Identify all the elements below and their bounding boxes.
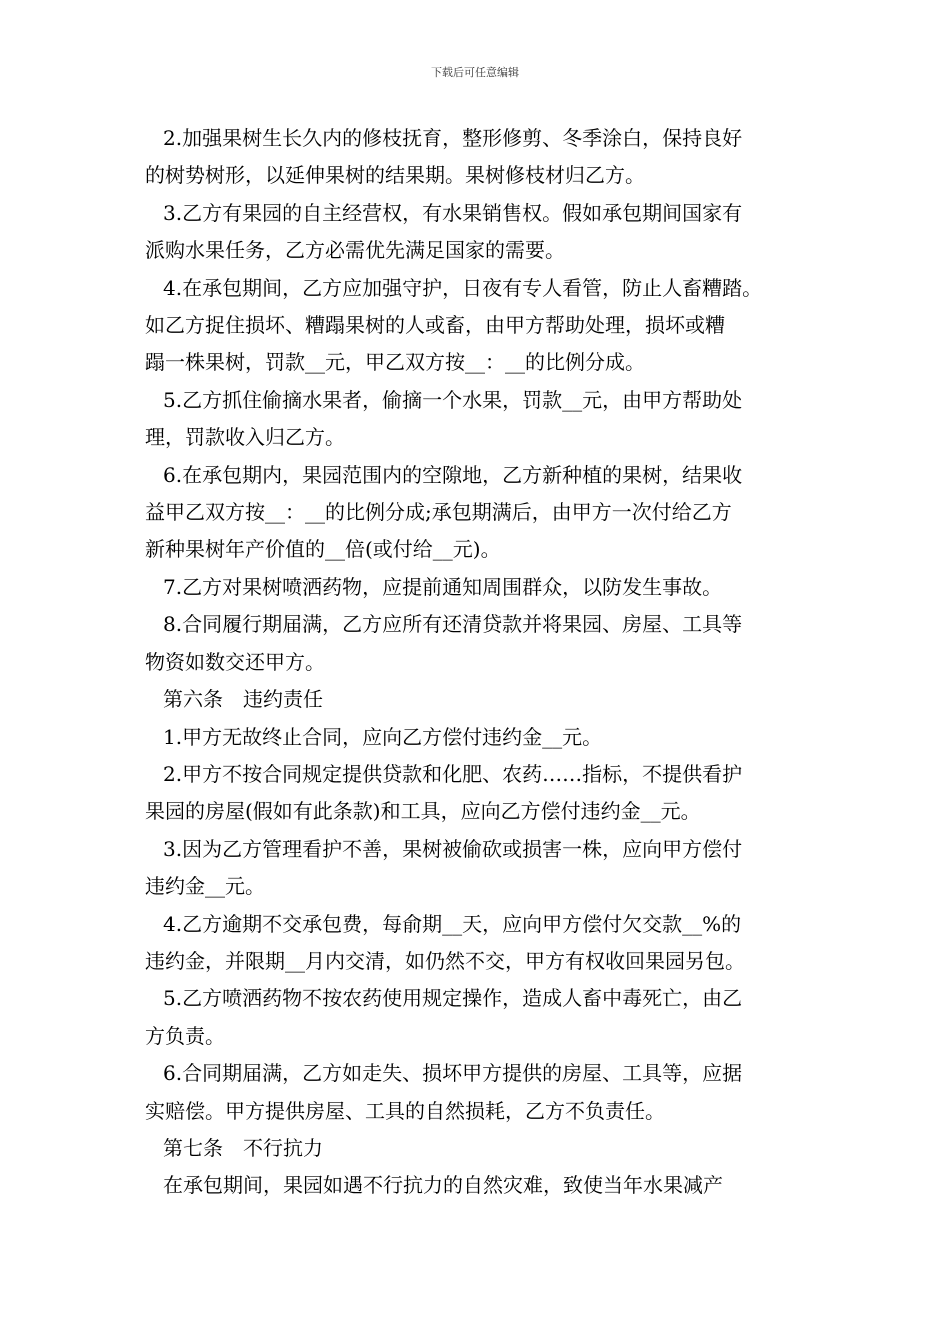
paragraph [145,1130,815,1167]
paragraph-line: 2.加强果树生长久内的修枝抚育，整形修剪、冬季涂白，保持良好 [163,126,743,150]
paragraph [145,195,815,270]
paragraph [145,382,815,457]
paragraph-line: 1.甲方无故终止合同，应向乙方偿付违约金__元。 [163,724,603,749]
paragraph-line: 6.合同期届满，乙方如走失、损坏甲方提供的房屋、工具等，应据 [163,1061,743,1086]
paragraph-line: 新种果树年产价值的__倍(或付给__元)。 [145,537,501,562]
paragraph [145,569,815,606]
paragraph-line: 8.合同履行期届满，乙方应所有还清贷款并将果园、房屋、工具等 [163,612,743,637]
paragraph [145,980,815,1055]
paragraph [145,270,815,382]
paragraph-line: 5.乙方抓住偷摘水果者，偷摘一个水果，罚款__元，由甲方帮助处 [163,387,743,412]
paragraph-line: 如乙方捉住损坏、糟蹋果树的人或畜，由甲方帮助处理，损坏或糟 [145,313,725,338]
paragraph [145,1167,815,1204]
paragraph-line: 蹋一株果树，罚款__元，甲乙双方按__：__的比例分成。 [145,350,645,375]
paragraph-line: 在承包期间，果园如遇不行抗力的自然灾难，致使当年水果减产 [163,1173,723,1198]
paragraph-line: 的树势树形，以延伸果树的结果期。果树修枝材归乙方。 [145,163,645,188]
paragraph-line: 6.在承包期内，果园范围内的空隙地，乙方新种植的果树，结果收 [163,462,743,487]
paragraph-line: 第七条 不行抗力 [163,1135,323,1160]
paragraph-line: 理，罚款收入归乙方。 [145,425,345,450]
paragraph-line: 派购水果任务，乙方必需优先满足国家的需要。 [145,238,565,263]
paragraph [145,457,815,569]
paragraph-line: 方负责。 [145,1023,225,1048]
paragraph [145,906,815,981]
paragraph [145,681,815,718]
paragraph-line: 4.乙方逾期不交承包费，每俞期__天，应向甲方偿付欠交款__%的 [163,911,742,936]
paragraph-line: 违约金__元。 [145,874,265,899]
paragraph [145,719,815,756]
document-body [145,120,815,1205]
paragraph [145,606,815,681]
paragraph [145,1055,815,1130]
paragraph-line: 第六条 违约责任 [163,687,323,712]
paragraph-line: 7.乙方对果树喷洒药物，应提前通知周围群众，以防发生事故。 [163,574,723,599]
paragraph-line: 2.甲方不按合同规定提供贷款和化肥、农药……指标，不提供看护 [163,761,743,786]
paragraph-line: 果园的房屋(假如有此条款)和工具，应向乙方偿付违约金__元。 [145,799,701,824]
paragraph-line: 3.乙方有果园的自主经营权，有水果销售权。假如承包期间国家有 [163,200,743,225]
paragraph [145,120,815,195]
paragraph-line: 4.在承包期间，乙方应加强守护，日夜有专人看管，防止人畜糟踏。 [163,275,763,300]
paragraph-line: 违约金，并限期__月内交清，如仍然不交，甲方有权收回果园另包。 [145,948,745,973]
paragraph [145,756,815,831]
paragraph-line: 3.因为乙方管理看护不善，果树被偷砍或损害一株，应向甲方偿付 [163,836,743,861]
paragraph-line: 物资如数交还甲方。 [145,649,325,674]
paragraph-line: 益甲乙双方按__：__的比例分成;承包期满后，由甲方一次付给乙方 [145,500,732,525]
page-header: 下载后可任意编辑 [431,66,519,79]
paragraph-line: 实赔偿。甲方提供房屋、工具的自然损耗，乙方不负责任。 [145,1098,665,1123]
paragraph-line: 5.乙方喷洒药物不按农药使用规定操作，造成人畜中毒死亡，由乙 [163,986,743,1011]
paragraph [145,831,815,906]
